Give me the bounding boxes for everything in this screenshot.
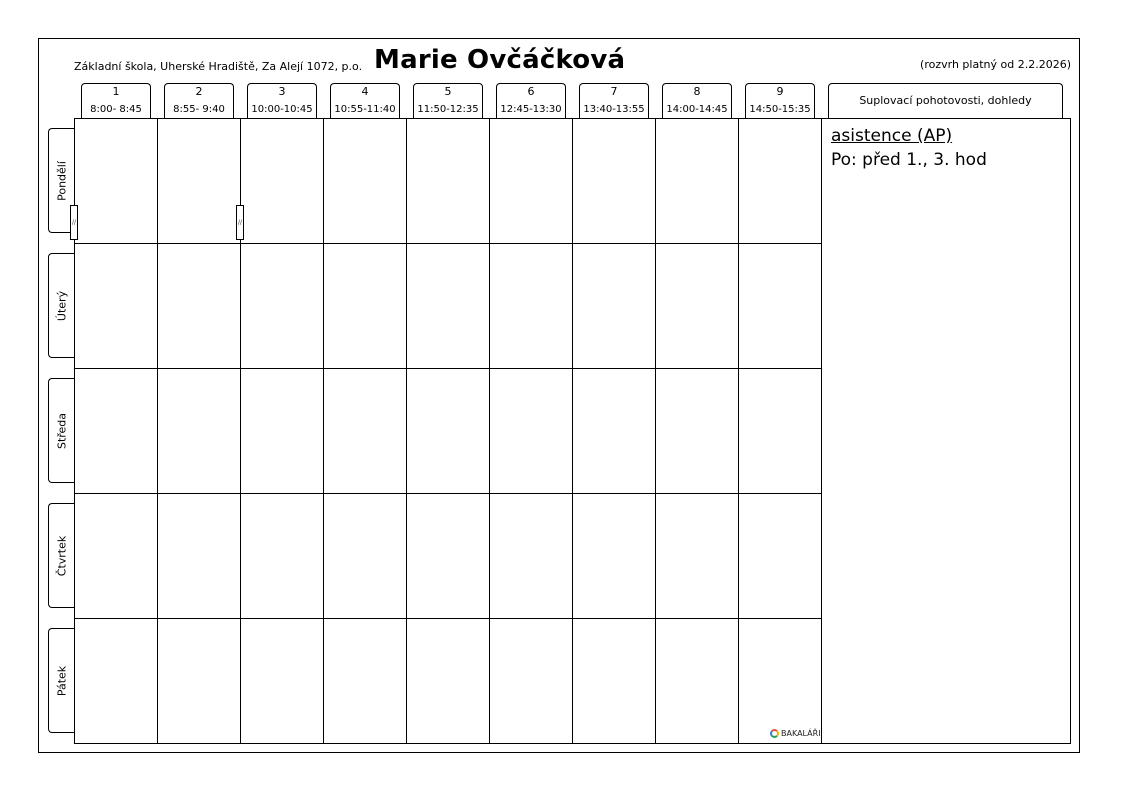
logo-text: BAKALÁŘI: [781, 729, 821, 738]
bakalari-logo-icon: [770, 729, 779, 738]
period-number: 9: [776, 85, 784, 98]
period-header-1: [81, 83, 151, 119]
day-tab-thursday: [48, 503, 75, 608]
supplementary-detail: Po: před 1., 3. hod: [831, 150, 987, 170]
period-number: 7: [610, 85, 618, 98]
grid-column-divider: [489, 118, 490, 744]
supplementary-title: asistence (AP): [831, 126, 953, 146]
validity-date: (rozvrh platný od 2.2.2026): [920, 58, 1071, 71]
grid-column-divider: [572, 118, 573, 744]
day-label: Úterý: [55, 290, 69, 321]
period-time: 8:00- 8:45: [90, 104, 142, 115]
day-tab-friday: [48, 628, 75, 733]
day-label: Čtvrtek: [55, 535, 69, 576]
school-name: Základní škola, Uherské Hradiště, Za Alejí 1072, p.o.: [74, 60, 363, 73]
teacher-name: Marie Ovčáčková: [374, 45, 626, 75]
grid-column-divider: [655, 118, 656, 744]
period-time: 10:00-10:45: [251, 104, 313, 115]
period-time: 11:50-12:35: [417, 104, 479, 115]
period-header-7: [579, 83, 649, 119]
supervision-marker: //: [236, 205, 244, 240]
period-header-8: [662, 83, 732, 119]
day-label: Pondělí: [55, 160, 69, 201]
supervision-marker: //: [70, 205, 78, 240]
day-label: Pátek: [55, 665, 69, 696]
period-header-6: [496, 83, 566, 119]
period-header-2: [164, 83, 234, 119]
period-header-3: [247, 83, 317, 119]
grid-column-divider: [157, 118, 158, 744]
grid-row-divider: [74, 493, 822, 494]
day-label: Středa: [55, 412, 69, 449]
period-time: 14:00-14:45: [666, 104, 728, 115]
grid-row-divider: [74, 368, 822, 369]
period-header-4: [330, 83, 400, 119]
grid-row-divider: [74, 243, 822, 244]
period-number: 6: [527, 85, 535, 98]
period-header-5: [413, 83, 483, 119]
day-tab-wednesday: [48, 378, 75, 483]
grid-column-divider: [406, 118, 407, 744]
period-time: 8:55- 9:40: [173, 104, 225, 115]
period-number: 4: [361, 85, 369, 98]
bakalari-logo: [770, 729, 821, 738]
period-number: 1: [112, 85, 120, 98]
period-number: 2: [195, 85, 203, 98]
grid-column-divider: [738, 118, 739, 744]
day-tab-tuesday: [48, 253, 75, 358]
timetable-grid: [74, 118, 822, 744]
supplementary-panel: [821, 118, 1071, 744]
grid-column-divider: [323, 118, 324, 744]
period-number: 8: [693, 85, 701, 98]
period-time: 10:55-11:40: [334, 104, 396, 115]
period-number: 3: [278, 85, 286, 98]
supplementary-header: Suplovací pohotovosti, dohledy: [828, 83, 1063, 119]
period-time: 14:50-15:35: [749, 104, 811, 115]
grid-row-divider: [74, 618, 822, 619]
period-time: 12:45-13:30: [500, 104, 562, 115]
period-time: 13:40-13:55: [583, 104, 645, 115]
period-header-9: [745, 83, 815, 119]
period-number: 5: [444, 85, 452, 98]
